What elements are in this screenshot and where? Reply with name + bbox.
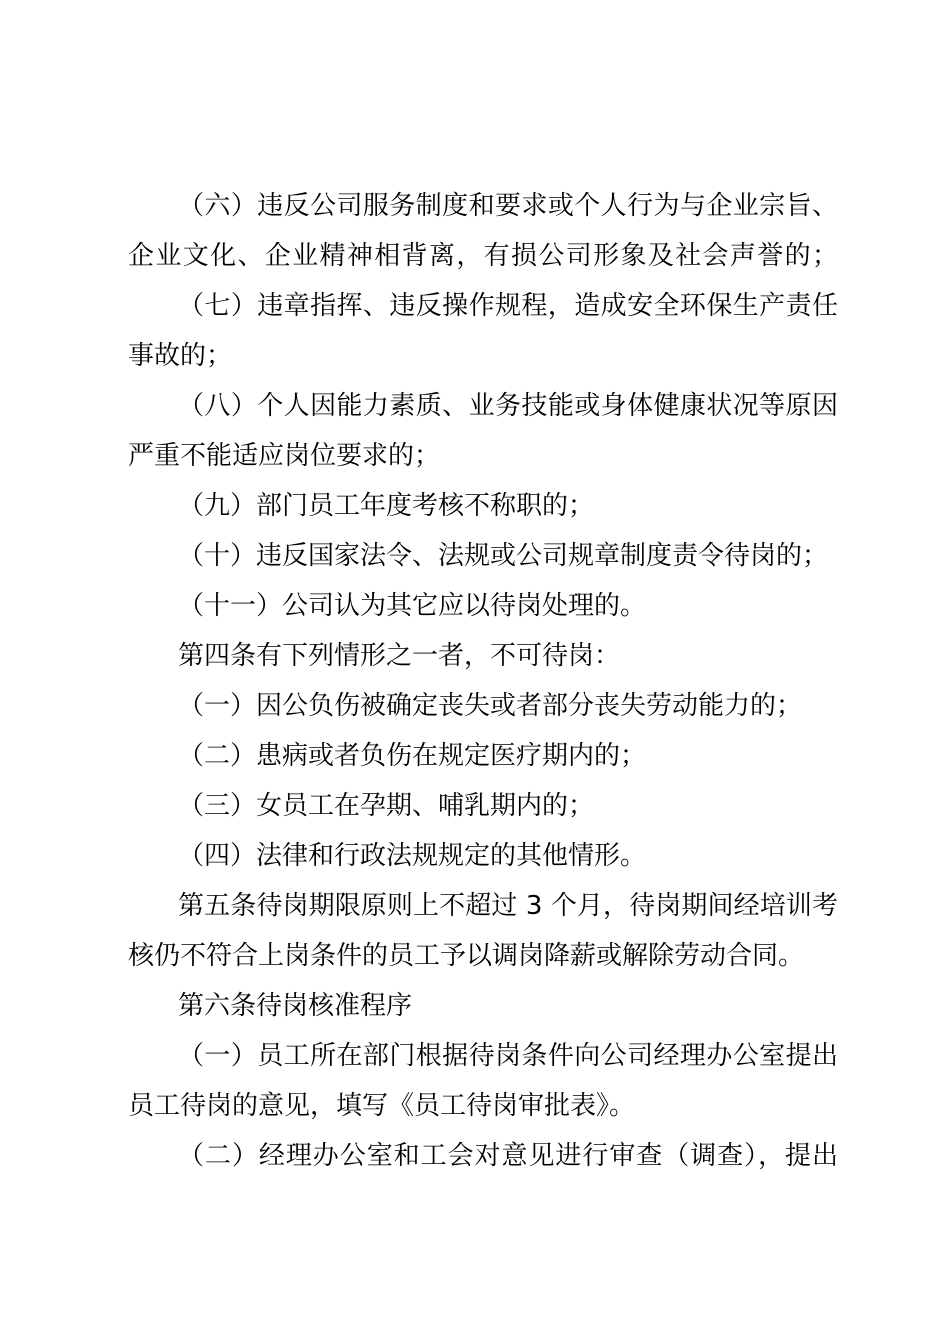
paragraph-line: （二）患病或者负伤在规定医疗期内的；	[178, 741, 647, 771]
paragraph-line: （八）个人因能力素质、业务技能或身体健康状况等原因	[178, 391, 838, 421]
paragraph-line: （一）员工所在部门根据待岗条件向公司经理办公室提出	[178, 1041, 838, 1071]
paragraph-line: 企业文化、企业精神相背离，有损公司形象及社会声誉的；	[128, 241, 838, 271]
article-heading: 第四条有下列情形之一者，不可待岗：	[178, 641, 621, 671]
paragraph-line: （四）法律和行政法规规定的其他情形。	[178, 841, 647, 871]
paragraph-line: （六）违反公司服务制度和要求或个人行为与企业宗旨、	[178, 191, 838, 221]
article-heading: 第五条待岗期限原则上不超过 3 个月，待岗期间经培训考	[178, 891, 838, 921]
paragraph-line: （七）违章指挥、违反操作规程，造成安全环保生产责任	[178, 291, 838, 321]
paragraph-line: （一）因公负伤被确定丧失或者部分丧失劳动能力的；	[178, 691, 803, 721]
paragraph-line: （十）违反国家法令、法规或公司规章制度责令待岗的；	[178, 541, 829, 571]
paragraph-line: （二）经理办公室和工会对意见进行审查（调查），提出	[178, 1141, 838, 1171]
paragraph-line: （九）部门员工年度考核不称职的；	[178, 491, 595, 521]
paragraph-line: 严重不能适应岗位要求的；	[128, 441, 441, 471]
paragraph-line: （三）女员工在孕期、哺乳期内的；	[178, 791, 595, 821]
paragraph-line: 员工待岗的意见，填写《员工待岗审批表》。	[128, 1091, 636, 1121]
paragraph-line: （十一）公司认为其它应以待岗处理的。	[178, 591, 647, 621]
paragraph-line: 核仍不符合上岗条件的员工予以调岗降薪或解除劳动合同。	[128, 941, 805, 971]
paragraph-line: 事故的；	[128, 341, 233, 371]
article-heading: 第六条待岗核准程序	[178, 991, 413, 1021]
